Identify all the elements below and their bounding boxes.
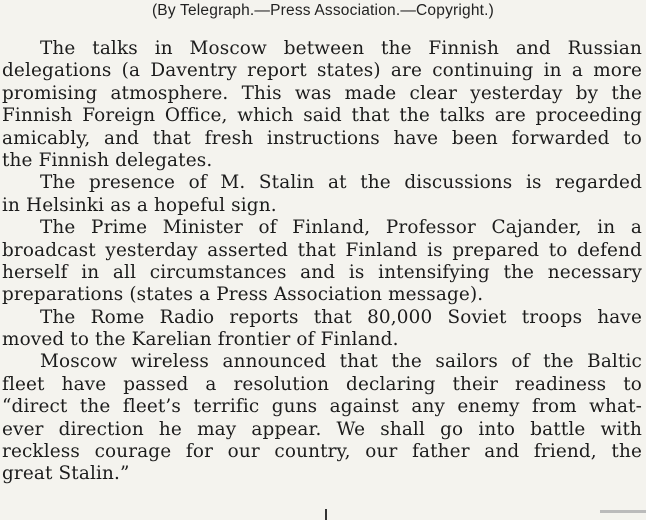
paragraph — [2, 307, 642, 352]
text-line: The Prime Minister of Finland, Professor Cajander, in a — [40, 217, 642, 239]
text-line: “direct the fleet’s terrific guns against any enemy from what- — [2, 396, 642, 418]
text-line: The presence of M. Stalin at the discussions is regarded — [40, 172, 642, 194]
text-line: fleet have passed a resolution declaring their readiness to — [2, 373, 642, 395]
text-line: the Finnish delegates. — [2, 149, 213, 171]
text-line: great Stalin.” — [2, 463, 130, 485]
paragraph — [2, 38, 642, 172]
byline: (By Telegraph.—Press Association.—Copyright.) — [151, 2, 495, 19]
article-body — [2, 38, 642, 486]
text-line: reckless courage for our country, our father and friend, the — [2, 441, 642, 463]
text-line: amicably, and that fresh instructions have been forwarded to — [2, 127, 642, 149]
text-line: herself in all circumstances and is intensifying the necessary — [2, 261, 642, 283]
text-line: moved to the Karelian frontier of Finland. — [2, 329, 399, 351]
text-line: ever direction he may appear. We shall go into battle with — [2, 418, 642, 440]
text-line: preparations (states a Press Association message). — [2, 284, 484, 306]
paragraph — [2, 351, 642, 485]
page-edge-mark — [600, 510, 646, 513]
column-rule-mark — [325, 509, 327, 520]
text-line: promising atmosphere. This was made clear yesterday by the — [2, 82, 642, 104]
text-line: in Helsinki as a hopeful sign. — [2, 194, 277, 216]
text-line: The Rome Radio reports that 80,000 Soviet troops have — [40, 306, 642, 328]
text-line: Moscow wireless announced that the sailors of the Baltic — [40, 351, 642, 373]
text-line: Finnish Foreign Office, which said that the talks are proceeding — [2, 105, 642, 127]
text-line: The talks in Moscow between the Finnish and Russian — [40, 38, 642, 59]
text-line: delegations (a Daventry report states) are continuing in a more — [2, 60, 642, 82]
paragraph — [2, 217, 642, 307]
paragraph — [2, 172, 642, 217]
text-line: broadcast yesterday asserted that Finland is prepared to defend — [2, 239, 642, 261]
